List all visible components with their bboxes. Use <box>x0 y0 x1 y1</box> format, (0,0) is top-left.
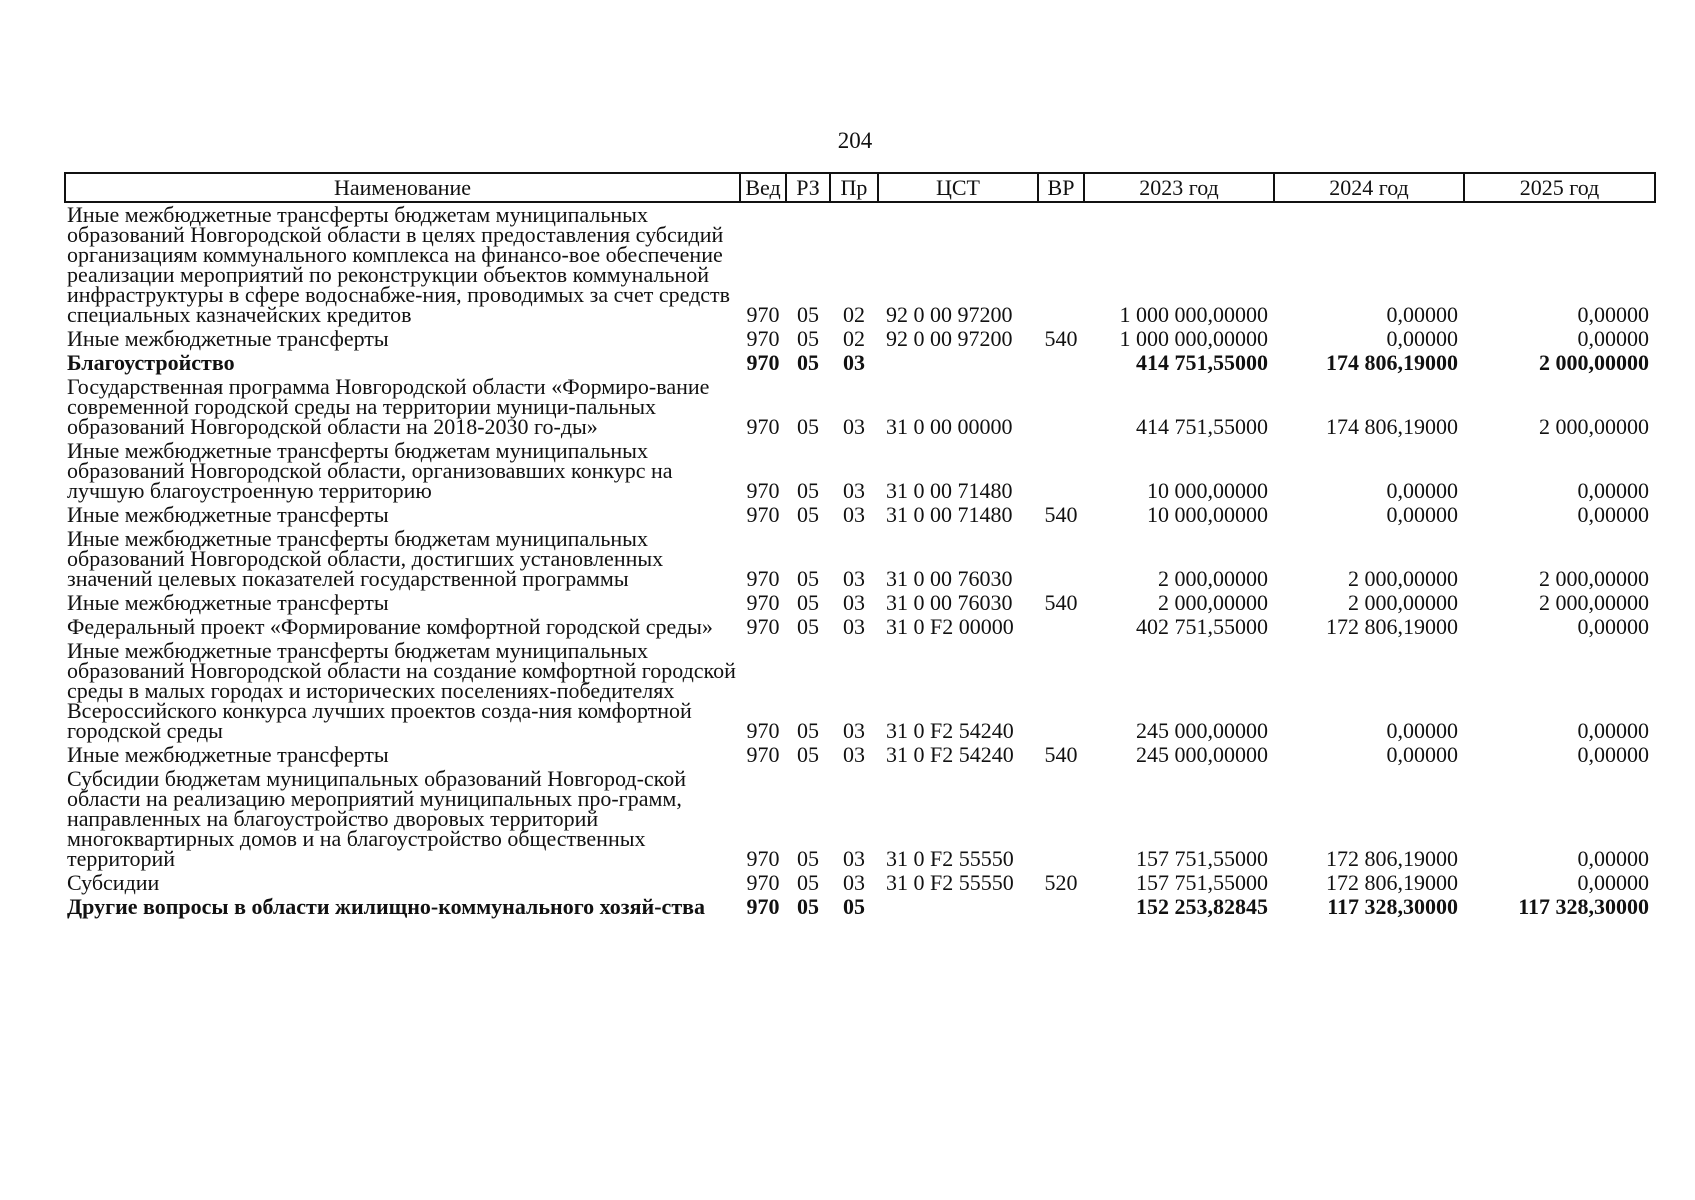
row-ved: 970 <box>746 718 780 743</box>
row-rz: 05 <box>797 326 819 351</box>
table-row <box>65 439 1655 503</box>
row-name: Субсидии <box>67 870 160 895</box>
row-pr: 02 <box>843 302 865 327</box>
row-rz: 05 <box>797 478 819 503</box>
row-ved: 970 <box>746 846 780 871</box>
row-vr <box>1038 895 1084 919</box>
row-value-2024: 172 806,19000 <box>1326 614 1458 639</box>
row-name: Иные межбюджетные трансферты бюджетам муниципальных образований Новгородской области, достигших установленных значений целевых показателей государственной программы <box>67 526 664 591</box>
table-row <box>65 503 1655 527</box>
row-value-2024: 2 000,00000 <box>1348 590 1458 615</box>
row-pr: 03 <box>843 502 865 527</box>
row-ved: 970 <box>746 566 780 591</box>
row-pr: 03 <box>843 566 865 591</box>
row-value-2025: 0,00000 <box>1577 302 1649 327</box>
row-vr: 540 <box>1044 502 1078 527</box>
page-number: 204 <box>837 128 873 153</box>
row-value-2024: 0,00000 <box>1386 326 1458 351</box>
table-header <box>65 173 1655 202</box>
header-pr: Пр <box>830 173 878 202</box>
row-cst: 31 0 00 76030 <box>886 590 1013 615</box>
row-value-2023: 157 751,55000 <box>1136 846 1268 871</box>
row-pr: 03 <box>843 870 865 895</box>
row-rz: 05 <box>797 414 819 439</box>
row-pr: 03 <box>843 414 865 439</box>
row-pr: 03 <box>843 846 865 871</box>
row-cst: 31 0 00 71480 <box>886 478 1013 503</box>
row-ved: 970 <box>746 326 780 351</box>
row-value-2023: 10 000,00000 <box>1147 502 1268 527</box>
row-rz: 05 <box>797 718 819 743</box>
table-row <box>65 375 1655 439</box>
budget-table <box>64 172 1656 919</box>
row-value-2025: 0,00000 <box>1577 502 1649 527</box>
row-vr <box>1038 639 1084 743</box>
row-cst: 31 0 00 76030 <box>886 566 1013 591</box>
row-rz: 05 <box>797 590 819 615</box>
row-ved: 970 <box>746 350 780 375</box>
row-pr: 02 <box>843 326 865 351</box>
row-value-2024: 172 806,19000 <box>1326 870 1458 895</box>
row-name: Иные межбюджетные трансферты <box>67 502 389 527</box>
row-value-2023: 2 000,00000 <box>1158 590 1268 615</box>
row-cst: 31 0 F2 54240 <box>886 718 1014 743</box>
table-row <box>65 871 1655 895</box>
row-pr: 03 <box>843 718 865 743</box>
table-row <box>65 743 1655 767</box>
row-value-2024: 0,00000 <box>1386 502 1458 527</box>
row-value-2023: 1 000 000,00000 <box>1119 302 1268 327</box>
row-vr <box>1038 767 1084 871</box>
row-value-2023: 402 751,55000 <box>1136 614 1268 639</box>
row-ved: 970 <box>746 590 780 615</box>
row-value-2023: 157 751,55000 <box>1136 870 1268 895</box>
row-ved: 970 <box>746 614 780 639</box>
row-value-2024: 117 328,30000 <box>1327 894 1458 919</box>
row-value-2023: 152 253,82845 <box>1136 894 1268 919</box>
row-value-2025: 0,00000 <box>1577 742 1649 767</box>
row-rz: 05 <box>797 302 819 327</box>
row-value-2024: 172 806,19000 <box>1326 846 1458 871</box>
row-rz: 05 <box>797 846 819 871</box>
row-cst <box>878 351 1038 375</box>
row-name: Благоустройство <box>67 350 235 375</box>
header-vr: ВР <box>1038 173 1084 202</box>
row-vr: 540 <box>1044 326 1078 351</box>
row-name: Государственная программа Новгородской области «Формиро-вание современной городской среды на территории муници-пальных образований Новгородской области на 2018-2030 го-ды» <box>67 374 710 439</box>
row-name: Другие вопросы в области жилищно-коммунального хозяй-ства <box>67 894 705 919</box>
row-rz: 05 <box>797 870 819 895</box>
row-vr: 520 <box>1044 870 1078 895</box>
row-cst: 92 0 00 97200 <box>886 326 1013 351</box>
row-vr <box>1038 527 1084 591</box>
row-vr <box>1038 375 1084 439</box>
row-cst: 31 0 F2 55550 <box>886 870 1014 895</box>
row-pr: 03 <box>843 590 865 615</box>
row-value-2025: 0,00000 <box>1577 326 1649 351</box>
table-body <box>65 202 1655 919</box>
header-ved: Вед <box>740 173 786 202</box>
row-name: Федеральный проект «Формирование комфортной городской среды» <box>67 614 713 639</box>
row-value-2025: 0,00000 <box>1577 478 1649 503</box>
row-value-2023: 245 000,00000 <box>1136 718 1268 743</box>
row-pr: 03 <box>843 478 865 503</box>
row-name: Иные межбюджетные трансферты <box>67 742 389 767</box>
table-row <box>65 202 1655 327</box>
row-value-2023: 245 000,00000 <box>1136 742 1268 767</box>
header-2025: 2025 год <box>1464 173 1655 202</box>
row-name: Иные межбюджетные трансферты <box>67 590 389 615</box>
row-ved: 970 <box>746 870 780 895</box>
row-rz: 05 <box>797 350 819 375</box>
row-value-2025: 0,00000 <box>1577 870 1649 895</box>
header-rz: РЗ <box>786 173 830 202</box>
row-ved: 970 <box>746 502 780 527</box>
header-2024: 2024 год <box>1274 173 1464 202</box>
row-name: Субсидии бюджетам муниципальных образований Новгород-ской области на реализацию мероприятий муниципальных про-грамм, направленных на благоустройство дворовых территорий многоквартирных домов и на благоустройство общественных территорий <box>67 766 687 871</box>
row-rz: 05 <box>797 742 819 767</box>
row-vr <box>1038 202 1084 327</box>
table-row <box>65 615 1655 639</box>
row-ved: 970 <box>746 742 780 767</box>
row-name: Иные межбюджетные трансферты бюджетам муниципальных образований Новгородской области в целях предоставления субсидий организациям коммунального комплекса на финансо-вое обеспечение реализации мероприятий по реконструкции объектов коммунальной инфраструктуры в сфере водоснабже-ния, проводимых за счет средств специальных казначейских кредитов <box>67 202 731 327</box>
row-cst <box>878 895 1038 919</box>
row-ved: 970 <box>746 894 780 919</box>
row-pr: 03 <box>843 742 865 767</box>
row-value-2023: 10 000,00000 <box>1147 478 1268 503</box>
row-rz: 05 <box>797 502 819 527</box>
row-ved: 970 <box>746 478 780 503</box>
row-rz: 05 <box>797 894 819 919</box>
row-value-2024: 0,00000 <box>1386 718 1458 743</box>
row-cst: 31 0 F2 55550 <box>886 846 1014 871</box>
table-row <box>65 767 1655 871</box>
row-value-2024: 2 000,00000 <box>1348 566 1458 591</box>
table-row <box>65 639 1655 743</box>
row-pr: 03 <box>843 614 865 639</box>
row-ved: 970 <box>746 414 780 439</box>
row-cst: 31 0 F2 54240 <box>886 742 1014 767</box>
row-vr <box>1038 439 1084 503</box>
row-value-2025: 2 000,00000 <box>1539 566 1649 591</box>
row-name: Иные межбюджетные трансферты бюджетам муниципальных образований Новгородской области, организовавших конкурс на лучшую благоустроенную территорию <box>67 438 673 503</box>
row-value-2025: 0,00000 <box>1577 846 1649 871</box>
row-value-2025: 0,00000 <box>1577 718 1649 743</box>
row-cst: 31 0 F2 00000 <box>886 614 1014 639</box>
row-vr <box>1038 351 1084 375</box>
row-value-2025: 2 000,00000 <box>1539 590 1649 615</box>
row-cst: 92 0 00 97200 <box>886 302 1013 327</box>
table-row <box>65 591 1655 615</box>
row-name: Иные межбюджетные трансферты бюджетам муниципальных образований Новгородской области на создание комфортной городской среды в малых городах и исторических поселениях-победителях Всероссийского конкурса лучших проектов созда-ния комфортной городской среды <box>67 638 736 743</box>
row-value-2023: 414 751,55000 <box>1136 414 1268 439</box>
row-value-2024: 0,00000 <box>1386 742 1458 767</box>
row-vr: 540 <box>1044 742 1078 767</box>
header-cst: ЦСТ <box>878 173 1038 202</box>
table-row <box>65 351 1655 375</box>
row-value-2024: 174 806,19000 <box>1326 350 1458 375</box>
row-cst: 31 0 00 71480 <box>886 502 1013 527</box>
row-rz: 05 <box>797 614 819 639</box>
row-ved: 970 <box>746 302 780 327</box>
row-value-2023: 2 000,00000 <box>1158 566 1268 591</box>
header-name: Наименование <box>65 173 740 202</box>
table-row <box>65 327 1655 351</box>
row-value-2024: 0,00000 <box>1386 478 1458 503</box>
row-value-2023: 414 751,55000 <box>1136 350 1268 375</box>
row-value-2025: 117 328,30000 <box>1518 894 1649 919</box>
row-value-2024: 0,00000 <box>1386 302 1458 327</box>
row-name: Иные межбюджетные трансферты <box>67 326 389 351</box>
row-rz: 05 <box>797 566 819 591</box>
row-value-2024: 174 806,19000 <box>1326 414 1458 439</box>
row-vr: 540 <box>1044 590 1078 615</box>
row-vr <box>1038 615 1084 639</box>
table-row <box>65 527 1655 591</box>
row-pr: 05 <box>843 894 865 919</box>
header-2023: 2023 год <box>1084 173 1274 202</box>
row-value-2025: 2 000,00000 <box>1539 350 1649 375</box>
row-value-2025: 0,00000 <box>1577 614 1649 639</box>
table-row <box>65 895 1655 919</box>
row-cst: 31 0 00 00000 <box>886 414 1013 439</box>
row-value-2025: 2 000,00000 <box>1539 414 1649 439</box>
row-value-2023: 1 000 000,00000 <box>1119 326 1268 351</box>
row-pr: 03 <box>843 350 865 375</box>
